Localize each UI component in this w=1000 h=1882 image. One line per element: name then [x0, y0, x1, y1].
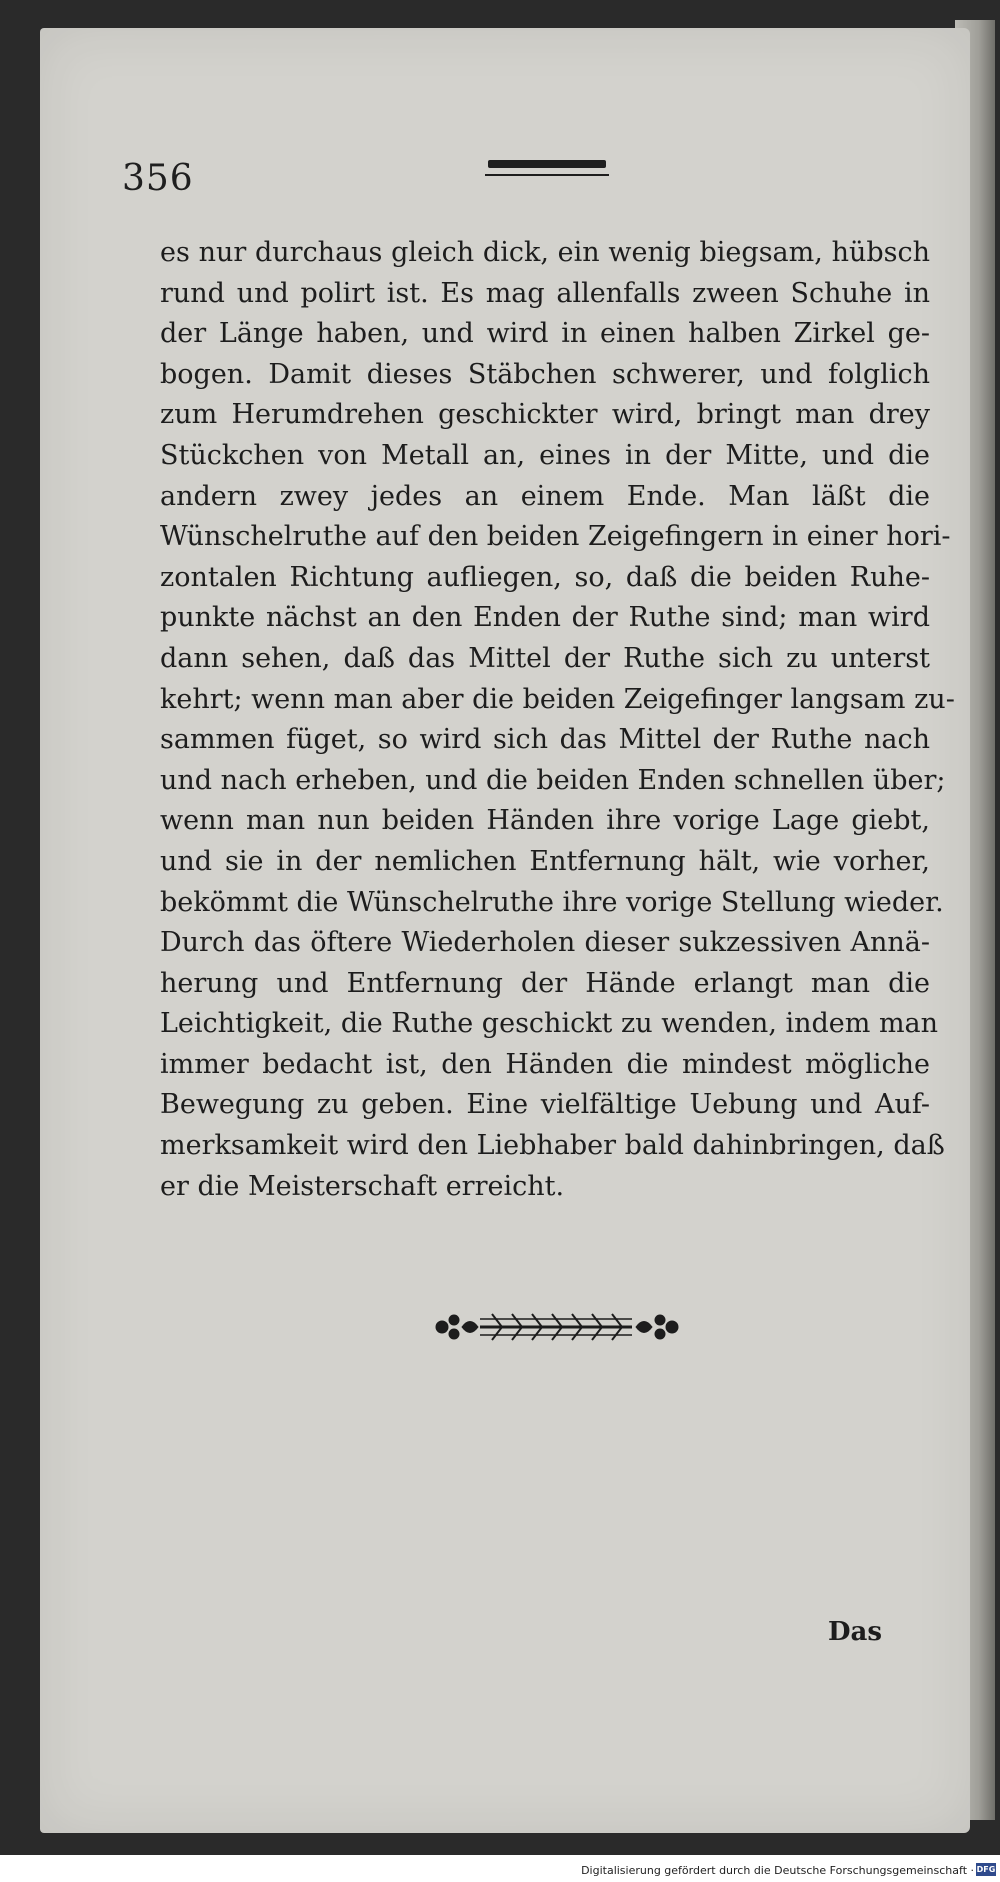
text-line: und sie in der nemlichen Entfernung hält, wie vorher,	[160, 845, 930, 877]
text-line: sammen füget, so wird sich das Mittel der Ruthe nach	[160, 724, 930, 756]
text-line: Wünschelruthe auf den beiden Zeigefingern in einer hori-	[160, 521, 951, 553]
catchword: Das	[828, 1617, 883, 1647]
text-line: bogen. Damit dieses Stäbchen schwerer, und folglich	[160, 358, 930, 390]
header-rule-thick	[488, 160, 606, 168]
text-line: dann sehen, daß das Mittel der Ruthe sich zu unterst	[160, 642, 930, 674]
text-line: Bewegung zu geben. Eine vielfältige Uebung und Auf-	[160, 1089, 930, 1121]
text-line: Leichtigkeit, die Ruthe geschickt zu wenden, indem man	[160, 1008, 939, 1040]
text-line: Durch das öftere Wiederholen dieser sukzessiven Annä-	[160, 927, 930, 959]
text-line: er die Meisterschaft erreicht.	[160, 1170, 565, 1202]
text-line: es nur durchaus gleich dick, ein wenig biegsam, hübsch	[160, 237, 930, 268]
decorative-ornament-icon	[432, 1302, 682, 1352]
text-line: merksamkeit wird den Liebhaber bald dahinbringen, daß	[160, 1130, 945, 1162]
text-line: andern zwey jedes an einem Ende. Man läßt die	[160, 480, 930, 512]
text-line: herung und Entfernung der Hände erlangt man die	[160, 967, 930, 999]
text-line: zontalen Richtung aufliegen, so, daß die beiden Ruhe-	[160, 561, 930, 593]
page-number: 356	[122, 158, 194, 199]
body-text	[160, 233, 955, 1207]
text-line: rund und polirt ist. Es mag allenfalls zween Schuhe in	[160, 277, 930, 309]
footer-credit: Digitalisierung gefördert durch die Deutsche Forschungsgemeinschaft ·	[581, 1864, 974, 1877]
text-line: immer bedacht ist, den Händen die mindest mögliche	[160, 1048, 930, 1080]
header-rule	[488, 160, 606, 176]
text-line: punkte nächst an den Enden der Ruthe sind; man wird	[160, 602, 930, 634]
text-line: Stückchen von Metall an, eines in der Mitte, und die	[160, 439, 930, 471]
text-line: wenn man nun beiden Händen ihre vorige Lage giebt,	[160, 805, 930, 837]
text-line: zum Herumdrehen geschickter wird, bringt man drey	[160, 399, 930, 431]
text-line: und nach erheben, und die beiden Enden schnellen über;	[160, 764, 946, 796]
text-line: bekömmt die Wünschelruthe ihre vorige Stellung wieder.	[160, 886, 944, 918]
text-line: der Länge haben, und wird in einen halben Zirkel ge-	[160, 318, 930, 350]
header-rule-thin	[485, 174, 609, 176]
text-line: kehrt; wenn man aber die beiden Zeigefinger langsam zu-	[160, 683, 955, 715]
dfg-logo-icon: DFG	[976, 1865, 996, 1874]
